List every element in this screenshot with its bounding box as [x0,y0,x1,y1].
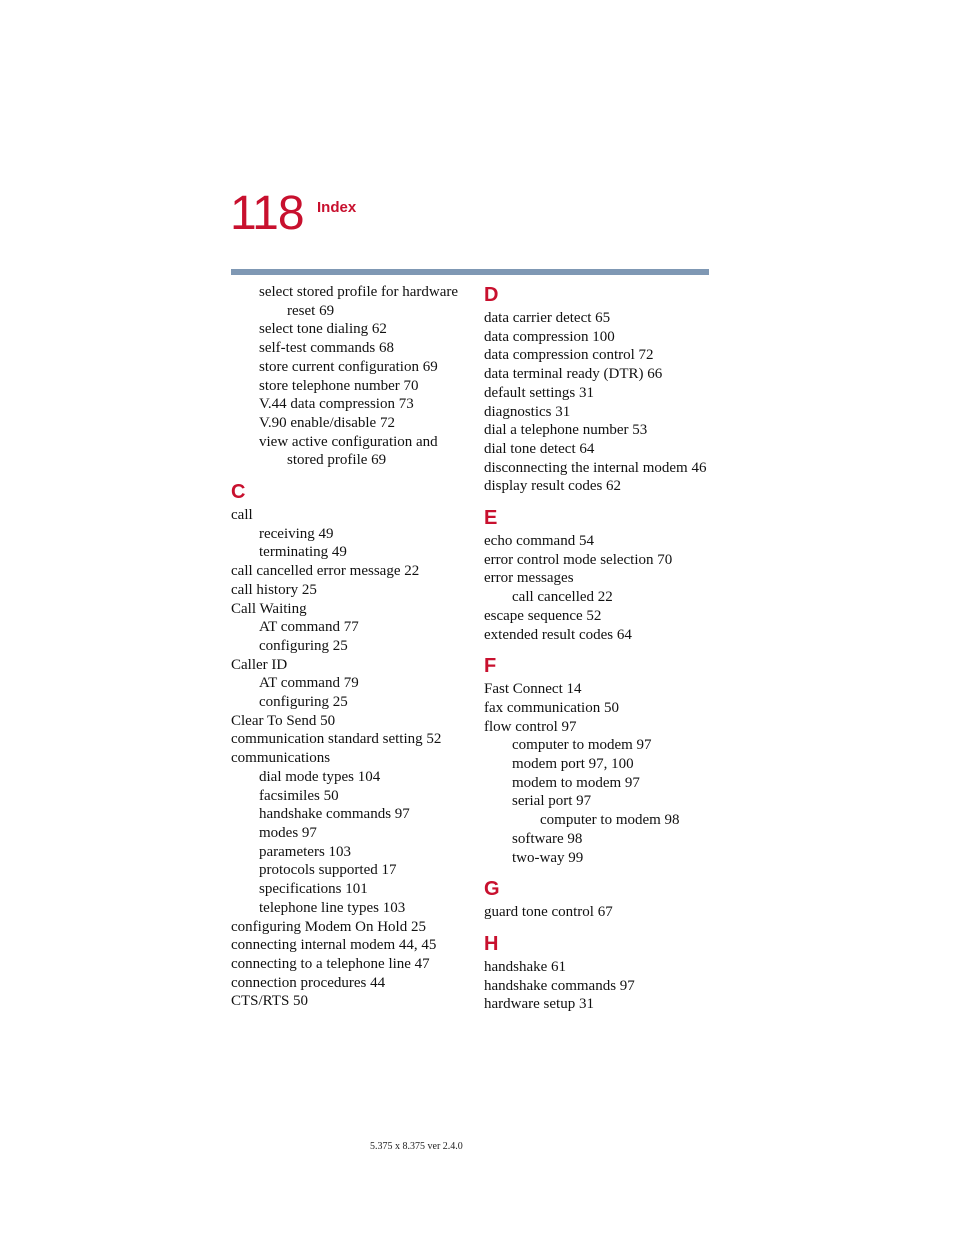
index-entry: connecting internal modem 44, 45 [231,937,437,954]
index-entry: error control mode selection 70 [484,551,673,568]
index-entry: default settings 31 [484,384,594,401]
page-number: 118 [230,187,304,240]
index-entry: diagnostics 31 [484,403,571,420]
index-entry: dial a telephone number 53 [484,422,648,439]
index-entry: modem to modem 97 [512,774,640,791]
index-entry: parameters 103 [259,843,352,860]
index-letter-heading: F [484,655,497,678]
index-letter-heading: E [484,507,498,530]
index-entry: dial tone detect 64 [484,440,595,457]
index-entry: specifications 101 [259,881,368,898]
index-entry: two-way 99 [512,849,584,866]
index-entry: data carrier detect 65 [484,310,611,326]
index-entry: AT command 77 [259,619,359,636]
index-entry: disconnecting the internal modem 46 [484,459,707,476]
index-entry: echo command 54 [484,533,594,550]
index-entry: receiving 49 [259,525,334,542]
index-entry: terminating 49 [259,544,347,561]
index-entry: Caller ID [231,656,288,673]
index-entry: Clear To Send 50 [231,712,336,729]
index-entry: serial port 97 [512,793,592,810]
index-entry: handshake commands 97 [484,977,635,994]
index-column-left [231,283,471,1011]
index-entry: store current configuration 69 [259,358,438,375]
index-entry: configuring 25 [259,637,348,654]
index-entry: data compression 100 [484,328,615,345]
index-entry: escape sequence 52 [484,607,602,624]
index-entry: error messages [484,570,574,587]
index-entry: stored profile 69 [287,452,387,469]
index-entry: software 98 [512,830,583,847]
index-entry: data terminal ready (DTR) 66 [484,366,663,383]
index-entry: call history 25 [231,581,317,598]
index-entry: modes 97 [259,824,317,841]
index-entry: hardware setup 31 [484,996,594,1013]
index-entry: self-test commands 68 [259,340,394,357]
section-title: Index [317,199,357,216]
index-entry: select tone dialing 62 [259,321,387,338]
index-entry: select stored profile for hardware [259,284,459,300]
index-letter-heading: H [484,932,499,955]
index-entry: call [231,507,253,524]
index-entry: Call Waiting [231,600,307,617]
index-entry: data compression control 72 [484,347,654,364]
index-entry: facsimiles 50 [259,787,339,804]
index-entry: connection procedures 44 [231,974,386,991]
index-entry: computer to modem 97 [512,737,652,754]
index-entry: reset 69 [287,302,335,319]
index-column-right [484,283,724,1014]
index-entry: AT command 79 [259,675,359,692]
index-letter-heading: D [484,284,499,306]
index-entry: dial mode types 104 [259,768,381,785]
index-entry: communications [231,750,331,767]
index-entry: extended result codes 64 [484,626,632,643]
footer-version: 5.375 x 8.375 ver 2.4.0 [370,1141,463,1152]
index-entry: store telephone number 70 [259,377,419,394]
index-entry: view active configuration and [259,433,438,450]
index-entry: connecting to a telephone line 47 [231,955,430,972]
index-entry: call cancelled 22 [512,589,613,606]
index-entry: fax communication 50 [484,699,619,716]
index-entry: handshake commands 97 [259,806,410,823]
index-entry: handshake 61 [484,958,567,975]
index-entry: configuring 25 [259,694,348,711]
index-entry: communication standard setting 52 [231,731,442,748]
index-entry: display result codes 62 [484,478,622,495]
index-entry: Fast Connect 14 [484,681,582,698]
index-entry: modem port 97, 100 [512,756,634,773]
index-entry: flow control 97 [484,718,577,735]
header-rule [231,269,709,275]
index-entry: telephone line types 103 [259,899,406,916]
index-letter-heading: G [484,878,500,901]
index-entry: V.90 enable/disable 72 [259,414,395,431]
index-entry: protocols supported 17 [259,862,397,879]
index-entry: computer to modem 98 [540,812,680,829]
index-entry: CTS/RTS 50 [231,993,309,1010]
index-letter-heading: C [231,481,246,504]
index-entry: call cancelled error message 22 [231,563,420,580]
index-entry: configuring Modem On Hold 25 [231,918,426,935]
index-entry: guard tone control 67 [484,904,613,921]
index-entry: V.44 data compression 73 [259,396,414,413]
